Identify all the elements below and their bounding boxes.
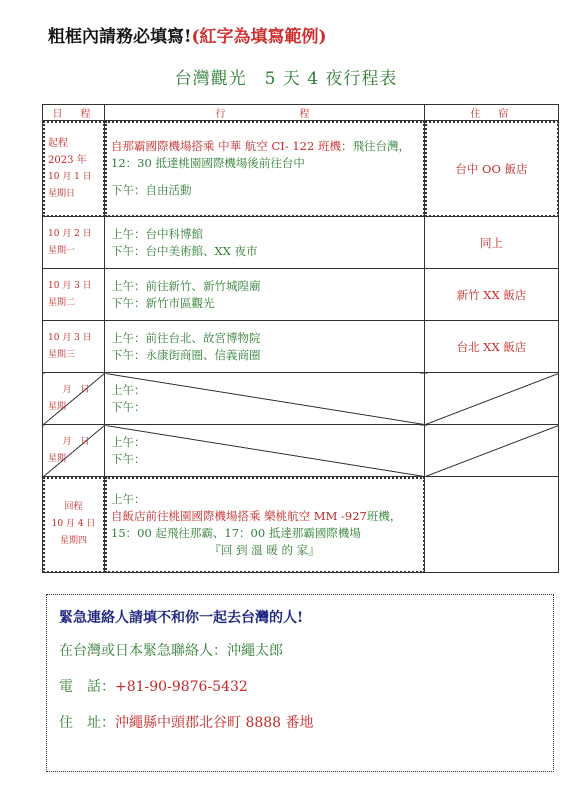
date-cell: 起程 2023 年 10 月 1 日 星期日 [43,121,105,217]
hotel-cell: 台中 OO 飯店 [425,121,559,217]
hotel-cell: 新竹 XX 飯店 [425,269,559,321]
hotel-cell [425,425,559,477]
notice-example: (紅字為填寫範例) [191,27,327,47]
contact-person: 在台灣或日本緊急聯絡人：沖繩太郎 [59,643,283,659]
page-title: 台灣觀光 5 天 4 夜行程表 [174,69,398,89]
itinerary-cell: 上午：前往新竹、新竹城隍廟 下午：新竹市區觀光 [105,269,425,321]
contact-phone [59,669,541,705]
address-label: 住 址： [59,715,115,731]
header-date: 日 程 [43,105,105,121]
table-row [43,269,559,321]
date-cell: 10 月 2 日 星期一 [43,217,105,269]
phone-value: +81-90-9876-5432 [115,679,248,695]
itinerary-cell: 上午：台中科博館 下午：台中美術館、XX 夜市 [105,217,425,269]
date-cell: 10 月 3 日 星期三 [43,321,105,373]
contact-heading: 緊急連絡人請填不和你一起去台灣的人! [59,610,304,626]
table-row [43,217,559,269]
hotel-cell: 同上 [425,217,559,269]
notice [48,22,327,47]
contact-address [59,705,541,741]
date-cell: 月 日 星期 [43,425,105,477]
date-cell: 回程 10 月 4 日 星期四 [43,477,105,573]
itinerary-cell: 上午： 自飯店前往桃園國際機場搭乘 樂桃航空 MM -927班機， 15：00 起飛往那霸、17：00 抵達那霸國際機場 『回 到 溫 暖 的 家』 [105,477,425,573]
itinerary-table [42,104,559,573]
itinerary-cell: 上午： 下午： [105,425,425,477]
table-header-row [43,105,559,121]
phone-label: 電 話： [59,679,115,695]
emergency-contact-box [46,594,554,772]
notice-main: 粗框內請務必填寫! [48,27,192,47]
itinerary-cell: 上午：前往台北、故宮博物院 下午：永康街商圈、信義商圈 [105,321,425,373]
date-cell: 10 月 3 日 星期二 [43,269,105,321]
table-row [43,425,559,477]
itinerary-cell: 自那霸國際機場搭乘 中華 航空 CI- 122 班機：飛往台灣，12：30 抵達桃園國際機場後前往台中 下午：自由活動 [105,121,425,217]
table-row [43,373,559,425]
hotel-cell: 台北 XX 飯店 [425,321,559,373]
table-row [43,321,559,373]
date-cell: 月 日 星期 [43,373,105,425]
address-value: 沖繩縣中頭郡北谷町 8888 番地 [115,715,314,731]
hotel-cell [425,373,559,425]
hotel-cell [425,477,559,573]
header-itinerary: 行 程 [105,105,425,121]
table-row [43,121,559,217]
itinerary-cell: 上午： 下午： [105,373,425,425]
header-hotel: 住 宿 [425,105,559,121]
table-row [43,477,559,573]
